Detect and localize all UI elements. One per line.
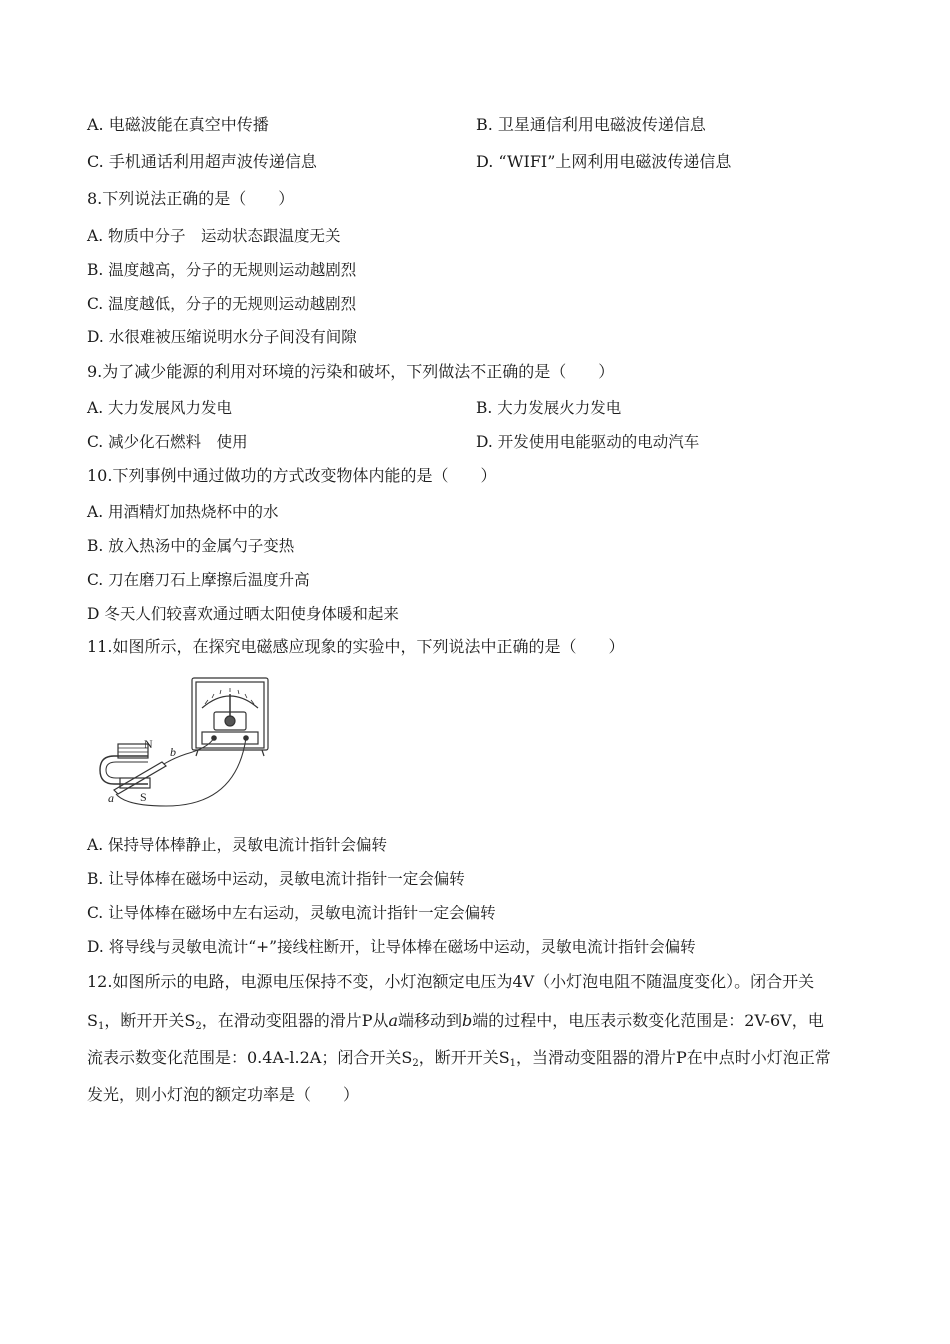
q8-option-b: B. 温度越高，分子的无规则运动越剧烈: [87, 261, 357, 279]
q7-option-d: D. “WIFI”上网利用电磁波传递信息: [476, 152, 732, 171]
q10-option-a: A. 用酒精灯加热烧杯中的水: [87, 503, 279, 521]
q10-stem: 10.下列事例中通过做功的方式改变物体内能的是（ ）: [87, 466, 497, 485]
q9-option-c: C. 减少化石燃料 使用: [87, 433, 248, 451]
q10-option-c: C. 刀在磨刀石上摩擦后温度升高: [87, 571, 310, 589]
label-a: a: [108, 791, 114, 805]
q8-option-a: A. 物质中分子 运动状态跟温度无关: [87, 227, 341, 245]
q8-option-d: D. 水很难被压缩说明水分子间没有间隙: [87, 328, 357, 346]
q11-option-b: B. 让导体棒在磁场中运动，灵敏电流计指针一定会偏转: [87, 870, 465, 888]
q11-option-c: C. 让导体棒在磁场中左右运动，灵敏电流计指针一定会偏转: [87, 904, 496, 922]
q7-option-c: C. 手机通话利用超声波传递信息: [87, 152, 317, 171]
label-b: b: [170, 745, 176, 759]
q7-option-b: B. 卫星通信利用电磁波传递信息: [476, 115, 706, 134]
q11-option-d: D. 将导线与灵敏电流计“+”接线柱断开，让导体棒在磁场中运动，灵敏电流计指针会偏转: [87, 938, 696, 956]
q12-line-1: 12.如图所示的电路，电源电压保持不变，小灯泡额定电压为4V（小灯泡电阻不随温度变化）。闭合开关: [87, 972, 815, 991]
magnet-south-pole: [120, 778, 150, 788]
label-s: S: [140, 790, 147, 804]
q11-stem: 11.如图所示，在探究电磁感应现象的实验中，下列说法中正确的是（ ）: [87, 637, 625, 656]
q9-option-a: A. 大力发展风力发电: [87, 399, 233, 417]
electromagnetic-induction-figure: [96, 674, 272, 808]
q12-line-4: 发光，则小灯泡的额定功率是（ ）: [87, 1085, 360, 1104]
q9-option-d: D. 开发使用电能驱动的电动汽车: [476, 433, 700, 451]
q7-option-a: A. 电磁波能在真空中传播: [87, 115, 269, 134]
q8-option-c: C. 温度越低，分子的无规则运动越剧烈: [87, 295, 357, 313]
q9-option-b: B. 大力发展火力发电: [476, 399, 622, 417]
q12-line-3: 流表示数变化范围是：0.4A-l.2A；闭合开关$S_2$，断开开关$S_1$，当滑动变阻器的滑片P在中点时小灯泡正常: [87, 1048, 831, 1069]
q8-stem: 8.下列说法正确的是（ ）: [87, 189, 295, 208]
horseshoe-magnet: [100, 756, 148, 784]
label-n: N: [144, 737, 153, 751]
q11-option-a: A. 保持导体棒静止，灵敏电流计指针会偏转: [87, 836, 388, 854]
q10-option-d: D 冬天人们较喜欢通过晒太阳使身体暖和起来: [87, 605, 399, 623]
q9-stem: 9.为了减少能源的利用对环境的污染和破坏，下列做法不正确的是（ ）: [87, 362, 615, 381]
q12-line-2: $S_1$，断开开关$S_2$，在滑动变阻器的滑片P从a端移动到b端的过程中，电压表示数变化范围是：2V-6V，电: [87, 1011, 824, 1032]
q10-option-b: B. 放入热汤中的金属勺子变热: [87, 537, 295, 555]
